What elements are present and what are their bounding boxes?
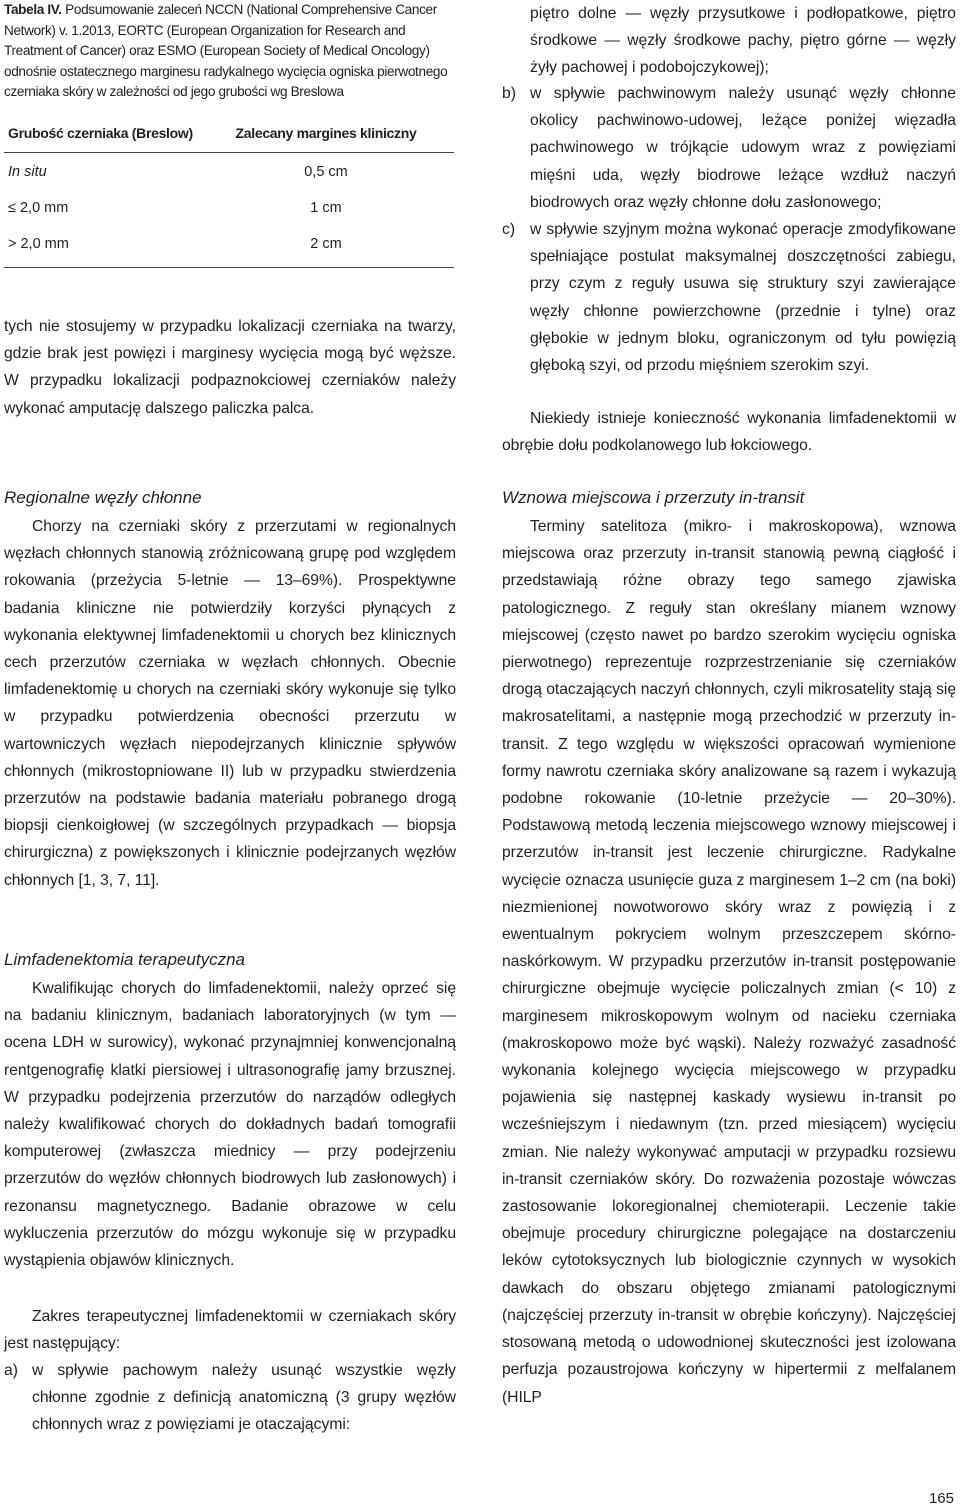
section-heading: Limfadenektomia terapeutyczna — [4, 950, 245, 969]
paragraph: tych nie stosujemy w przypadku lokalizacji czerniaka na twarzy, gdzie brak jest powięzi i marginesy wycięcia mogą być węższe. W przypadku lokalizacji podpaznokciowej czerniaków należy wykonać amputację dalszego paliczka palca. — [4, 318, 456, 417]
table-cell: 1 cm — [310, 200, 342, 216]
table-cell: ≤ 2,0 mm — [8, 200, 69, 216]
table-header-row — [4, 119, 454, 153]
table-row — [4, 190, 454, 226]
list-text: w spływie szyjnym można wykonać operacje zmodyfikowane spełniające postulat maksymalnej doszczętności zabiegu, przy czym z reguły usuwa się struktury szyi zawierające węzły chłonne powierzchowne (przednie i tylne) oraz głębokie w jednym bloku, ograniczonym od tyłu powięzią głęboką szyi, od przodu mięśniem szerokim szyi. — [530, 221, 956, 375]
list-item — [502, 216, 956, 379]
list-marker: b) — [502, 85, 516, 102]
paragraph: Zakres terapeutycznej limfadenektomii w czerniakach skóry jest następujący: — [4, 1308, 456, 1353]
section-heading: Wznowa miejscowa i przerzuty in-transit — [502, 488, 805, 507]
list-text: w spływie pachwinowym należy usunąć węzły chłonne okolicy pachwinowo-udowej, leżące poniżej więzadła pachwinowego w trójkącie udowym wraz z powięziami mięśni uda, węzły biodrowe leżące wzdłuż naczyń biodrowych oraz węzły chłonne dołu zasłonowego; — [530, 85, 956, 211]
table-caption-text: Podsumowanie zaleceń NCCN (National Comprehensive Cancer Network) v. 1.2013, EORTC (European Organization for Research and Treatment of Cancer) oraz ESMO (European Society of Medical Oncology) odnośnie ostatecznego marginesu radykalnego wycięcia ogniska pierwotnego czerniaka skóry w zależności od jego grubości wg Breslowa — [4, 2, 448, 99]
section-heading: Regionalne węzły chłonne — [4, 488, 202, 507]
table-cell: 2 cm — [310, 236, 342, 252]
paragraph: Kwalifikując chorych do limfadenektomii, należy oprzeć się na badaniu klinicznym, badaniach laboratoryjnych (w tym — ocena LDH w surowicy), wykonać przynajmniej konwencjonalną rentgenografię klatki piersiowej i ultrasonografię jamy brzusznej. W przypadku podejrzenia przerzutów do narządów odległych należy kwalifikować chorych do dokładnych badań tomografii komputerowej (zwłaszcza miednicy — przy podejrzeniu przerzutów do węzłów chłonnych biodrowych lub zasłonowych) i rezonansu magnetycznego. Badanie obrazowe w celu wykluczenia przerzutów do mózgu wykonuje się w przypadku wystąpienia objawów klinicznych. — [4, 980, 456, 1270]
list-item — [4, 1357, 456, 1439]
paragraph: Terminy satelitoza (mikro- i makroskopowa), wznowa miejscowa oraz przerzuty in-transit stanowią pewną ciągłość i przedstawiają różne obrazy tego samego zjawiska patologicznego. Z reguły stan określany mianem wznowy miejscowej (często nawet po bardzo szerokim wycięciu ogniska pierwotnego) reprezentuje rozprzestrzenianie się czerniaków drogą otaczających naczyń chłonnych, czyli mikrosatelity stają się makrosatelitami, a następnie mogą przechodzić w przerzuty in-transit. Z tego względu w większości opracowań wymienione formy nawrotu czerniaka skóry analizowane są razem i wykazują podobne rokowanie (10-letnie przeżycie — 20–30%). Podstawową metodą leczenia miejscowego wznowy miejscowej i przerzutów in-transit jest leczenie chirurgiczne. Radykalne wycięcie oznacza usunięcie guza z marginesem 1–2 cm (na boki) niezmienionej nowotworowo skóry wraz z powięzią i z ewentualnym pokryciem wolnym przeszczepem skórno-naskórkowym. W przypadku przerzutów in-transit postępowanie chirurgiczne obejmuje wycięcie policzalnych zmian (< 10) z marginesem mikroskopowym wolnym od nacieku czerniaka (makroskopowo może być wąski). Należy rozważyć zasadność wykonania kolejnego wycięcia miejscowego w przypadku pojawienia się następnej kaskady wysiewu in-transit po wcześniejszym i niedawnym (tzn. przed miesiącem) wycięciu zmian. Nie należy wykonywać amputacji w przypadku rozsiewu in-transit czerniaków skóry. Do rozważenia pozostaje wówczas zastosowanie lokoregionalnej chemioterapii. Leczenie takie obejmuje procedury chirurgiczne polegające na dostarczeniu leków cytotoksycznych lub biologicznie czynnych w wysokich dawkach do obszaru objętego zmianami patologicznymi (najczęściej przerzuty in-transit w obrębie kończyny). Najczęściej stosowaną metodą o udowodnionej skuteczności jest izolowana perfuzja pozaustrojowa kończyny w hipertermii z melfalanem (HILP — [502, 518, 956, 1406]
table-header-margin: Zalecany margines kliniczny — [235, 125, 417, 141]
table-caption-label: Tabela IV. — [4, 2, 62, 17]
list-marker: c) — [502, 221, 516, 238]
table-caption — [4, 0, 456, 103]
list-marker: a) — [4, 1362, 18, 1379]
table-row — [4, 226, 454, 262]
table-cell: > 2,0 mm — [8, 236, 69, 252]
list-text: piętro dolne — węzły przysutkowe i podłopatkowe, piętro środkowe — węzły środkowe pachy, piętro górne — węzły żyły pachowej i podobojczykowej); — [530, 5, 956, 77]
list-item — [502, 80, 956, 216]
table-cell: 0,5 cm — [304, 164, 348, 180]
table-header-thickness: Grubość czerniaka (Breslow) — [8, 125, 193, 141]
margin-table — [4, 119, 454, 268]
paragraph: Chorzy na czerniaki skóry z przerzutami w regionalnych węzłach chłonnych stanowią zróżnicowaną grupę pod względem rokowania (przeżycia 5-letnie — 13–69%). Prospektywne badania kliniczne nie potwierdziły korzyści płynących z wykonania elektywnej limfadenektomii u chorych bez klinicznych cech przerzutów czerniaka w węzłach chłonnych. Obecnie limfadenektomię u chorych na czerniaki skóry wykonuje się tylko w przypadku potwierdzenia obecności przerzutu w wartowniczych węzłach niepodejrzanych klinicznie spływów chłonnych (mikrostopniowane II) lub w przypadku stwierdzenia przerzutów na podstawie badania materiału pobranego drogą biopsji cienkoigłowej (w szczególnych przypadkach — biopsja chirurgiczna) z powiększonych i klinicznie podejrzanych węzłów chłonnych [1, 3, 7, 11]. — [4, 518, 456, 889]
table-row — [4, 154, 454, 190]
paragraph: Niekiedy istnieje konieczność wykonania limfadenektomii w obrębie dołu podkolanowego lub łokciowego. — [502, 410, 956, 455]
table-cell: In situ — [8, 164, 47, 180]
list-item-continued — [502, 0, 956, 82]
page-number: 165 — [928, 1490, 954, 1507]
list-text: w spływie pachowym należy usunąć wszystkie węzły chłonne zgodnie z definicją anatomiczną (3 grupy węzłów chłonnych wraz z powięziami je otaczającymi: — [32, 1362, 456, 1434]
